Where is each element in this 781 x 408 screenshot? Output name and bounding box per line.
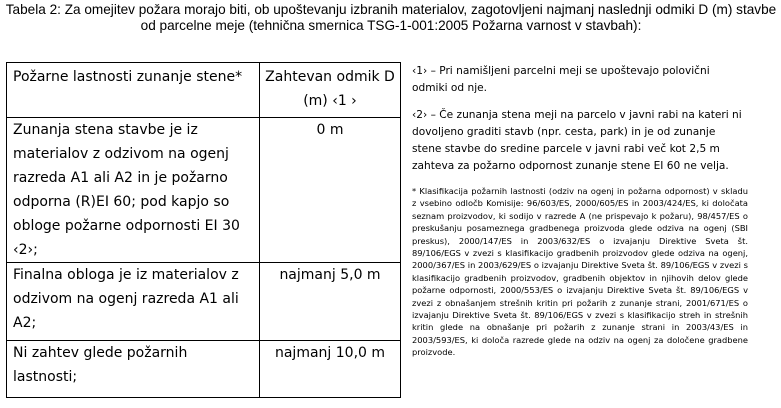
note-2: ‹2› – Če zunanja stena meji na parcelo v javni rabi na kateri ni dovoljeno graditi stavb (npr. cesta, park) in je od zunanje stene stavbe do sredine parcele v javni rabi več kot 2,5 m zahteva za požarno odpornost zunanje stene EI 60 ne velja.: [412, 109, 742, 172]
header-fire-properties: Požarne lastnosti zunanje stene*: [7, 63, 260, 118]
note-1: ‹1› – Pri namišljeni parcelni meji se upoštevajo polovični odmiki od nje.: [412, 65, 710, 94]
requirements-table: [6, 62, 401, 398]
table-row: [7, 263, 401, 341]
header-required-distance: Zahtevan odmik D (m) ‹1 ›: [260, 63, 401, 118]
table-row: [7, 341, 401, 398]
classification-footnote: * Klasifikacija požarnih lastnosti (odziv na ogenj in požarna odpornost) v skladu z vsebino odločb Komisije: 96/603/ES, 2000/605/ES in 2003/424/ES, ki določata seznam proizvodov, ki sodijo v razrede A (ne prispevajo k požaru), 98/457/ES o preskušanju posameznega gradbenega proizvoda glede odziva na ogenj (SBI preskus), 2000/147/ES in 2003/632/ES o izvajanju Direktive Sveta št. 89/106/EGS v zvezi s klasifikacijo gradbenih proizvodov glede odziva na ogenj, 2000/367/ES in 2003/629/ES o izvajanju Direktive Sveta št. 89/106/EGS v zvezi s klasifikacijo gradbenih proizvodov, gradbenih objektov in njihovih delov glede požarne odpornosti, 2000/553/ES o izvajanju Direktive Sveta št. 89/106/EGS v zvezi z obnašanjem strešnih kritin pri požarih z zunanje strani, 2001/671/ES o izvajanju Direktive Sveta št. 89/106/EGS v zvezi s klasifikacijo streh in strešnih kritin glede na obnašanje pri požarih z zunanje strani in 2003/43/ES in 2003/593/ES, ki določa razrede glede na odziv na ogenj za določene gradbene proizvode.: [412, 186, 748, 358]
table-caption: Tabela 2: Za omejitev požara morajo biti, ob upoštevanju izbranih materialov, zagotovljeni najmanj naslednji odmiki D (m) stavbe od parcelne meje (tehnična smernica TSG-1-001:2005 Požarna varnost v stavbah):: [5, 2, 777, 33]
row-description: Ni zahtev glede požarnih lastnosti;: [7, 341, 260, 398]
notes-column: [412, 63, 748, 359]
row-distance: 0 m: [260, 118, 401, 263]
table-header-row: [7, 63, 401, 118]
row-distance: najmanj 10,0 m: [260, 341, 401, 398]
row-description: Finalna obloga je iz materialov z odzivom na ogenj razreda A1 ali A2;: [7, 263, 260, 341]
row-description: Zunanja stena stavbe je iz materialov z odzivom na ogenj razreda A1 ali A2 in je požarno odporna (R)EI 60; pod kapjo so obloge požarne odpornosti EI 30 ‹2›;: [7, 118, 260, 263]
row-distance: najmanj 5,0 m: [260, 263, 401, 341]
table-row: [7, 118, 401, 263]
